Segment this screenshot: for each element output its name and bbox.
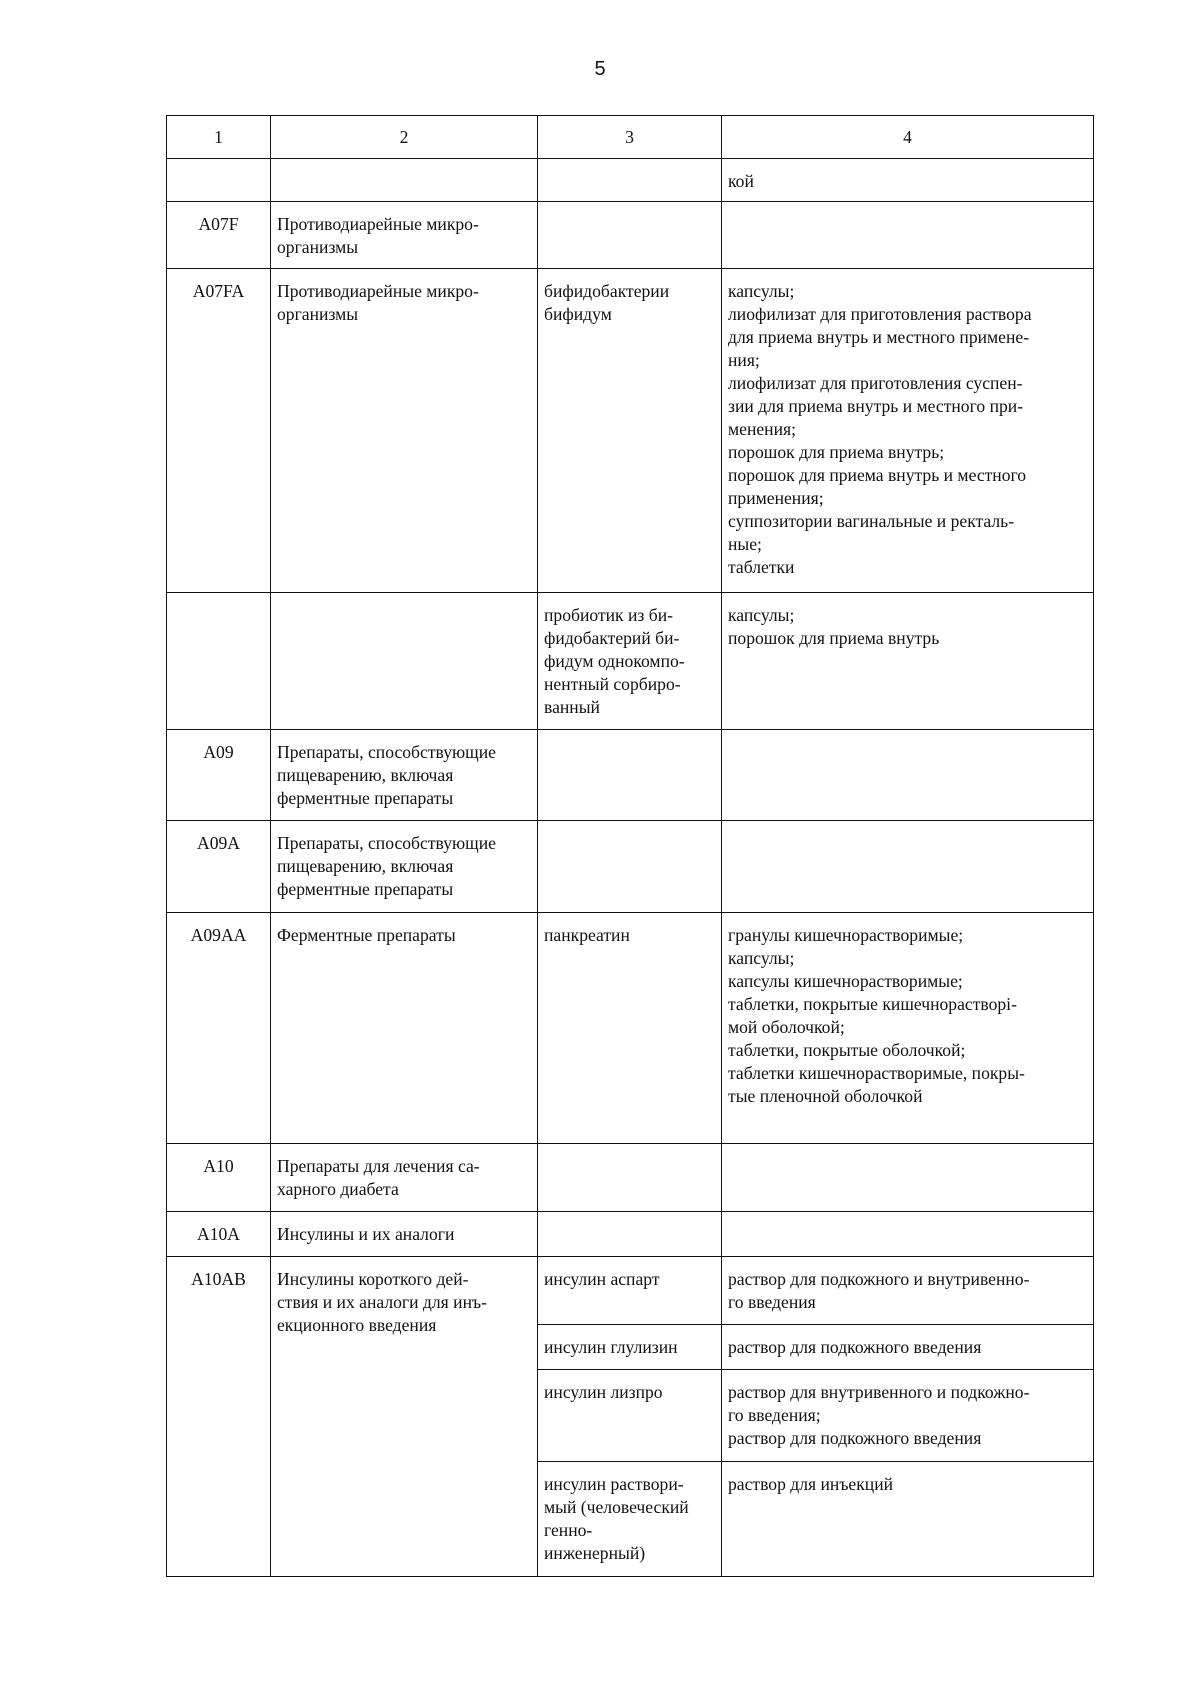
group-cell: Инсулины и их аналоги xyxy=(271,1212,538,1257)
drug-cell: бифидобактерии бифидум xyxy=(538,269,722,593)
drug-cell xyxy=(538,821,722,913)
form-cell: капсулы; порошок для приема внутрь xyxy=(722,593,1094,730)
form-cell: раствор для подкожного введения xyxy=(722,1325,1094,1370)
table-row xyxy=(167,202,1094,269)
atc-code-cell: A07FA xyxy=(167,269,271,593)
group-cell: Ферментные препараты xyxy=(271,913,538,1144)
form-cell: раствор для подкожного и внутривенно- го введения xyxy=(722,1257,1094,1325)
group-cell xyxy=(271,593,538,730)
group-cell: Инсулины короткого дей- ствия и их аналоги для инъ- екционного введения xyxy=(271,1257,538,1577)
drug-cell: пробиотик из би- фидобактерий би- фидум однокомпо- нентный сорбиро- ванный xyxy=(538,593,722,730)
table-row xyxy=(167,913,1094,1144)
page-number: 5 xyxy=(594,58,606,80)
table-row xyxy=(167,269,1094,593)
group-cell: Противодиарейные микро- организмы xyxy=(271,269,538,593)
table-header-row xyxy=(167,116,1094,159)
drug-cell xyxy=(538,202,722,269)
header-cell: 2 xyxy=(271,116,538,159)
form-cell: раствор для инъекций xyxy=(722,1462,1094,1577)
drug-table xyxy=(166,115,1094,1577)
form-cell xyxy=(722,821,1094,913)
drug-cell xyxy=(538,159,722,202)
form-cell xyxy=(722,730,1094,821)
table-row xyxy=(167,1257,1094,1325)
form-cell xyxy=(722,1144,1094,1212)
group-cell: Препараты для лечения са- харного диабета xyxy=(271,1144,538,1212)
drug-cell: инсулин лизпро xyxy=(538,1370,722,1462)
group-cell: Противодиарейные микро- организмы xyxy=(271,202,538,269)
group-cell: Препараты, способствующие пищеварению, включая ферментные препараты xyxy=(271,821,538,913)
table-row xyxy=(167,821,1094,913)
table-row xyxy=(167,1144,1094,1212)
table-row xyxy=(167,730,1094,821)
drug-cell xyxy=(538,1144,722,1212)
form-cell xyxy=(722,1212,1094,1257)
table-row xyxy=(167,159,1094,202)
drug-cell: инсулин глулизин xyxy=(538,1325,722,1370)
table-row xyxy=(167,593,1094,730)
drug-cell: инсулин раствори- мый (человеческий генно- инженерный) xyxy=(538,1462,722,1577)
header-cell: 1 xyxy=(167,116,271,159)
form-cell: капсулы; лиофилизат для приготовления раствора для приема внутрь и местного примене- ния; лиофилизат для приготовления суспен- зии для приема внутрь и местного при- менения; порошок для приема внутрь; порошок для приема внутрь и местного применения; суппозитории вагинальные и ректаль- ные; таблетки xyxy=(722,269,1094,593)
header-cell: 3 xyxy=(538,116,722,159)
group-cell xyxy=(271,159,538,202)
atc-code-cell xyxy=(167,159,271,202)
table-row xyxy=(167,1212,1094,1257)
form-cell xyxy=(722,202,1094,269)
drug-cell: инсулин аспарт xyxy=(538,1257,722,1325)
atc-code-cell: A09AA xyxy=(167,913,271,1144)
form-cell: гранулы кишечнорастворимые; капсулы; капсулы кишечнорастворимые; таблетки, покрытые кишечнорастворі- мой оболочкой; таблетки, покрытые оболочкой; таблетки кишечнорастворимые, покры- тые пленочной оболочкой xyxy=(722,913,1094,1144)
atc-code-cell: A10AB xyxy=(167,1257,271,1577)
form-cell: кой xyxy=(722,159,1094,202)
drug-cell: панкреатин xyxy=(538,913,722,1144)
atc-code-cell: A09 xyxy=(167,730,271,821)
atc-code-cell: A09A xyxy=(167,821,271,913)
drug-cell xyxy=(538,1212,722,1257)
atc-code-cell: A10A xyxy=(167,1212,271,1257)
header-cell: 4 xyxy=(722,116,1094,159)
form-cell: раствор для внутривенного и подкожно- го введения; раствор для подкожного введения xyxy=(722,1370,1094,1462)
group-cell: Препараты, способствующие пищеварению, включая ферментные препараты xyxy=(271,730,538,821)
drug-cell xyxy=(538,730,722,821)
atc-code-cell xyxy=(167,593,271,730)
atc-code-cell: A07F xyxy=(167,202,271,269)
atc-code-cell: A10 xyxy=(167,1144,271,1212)
